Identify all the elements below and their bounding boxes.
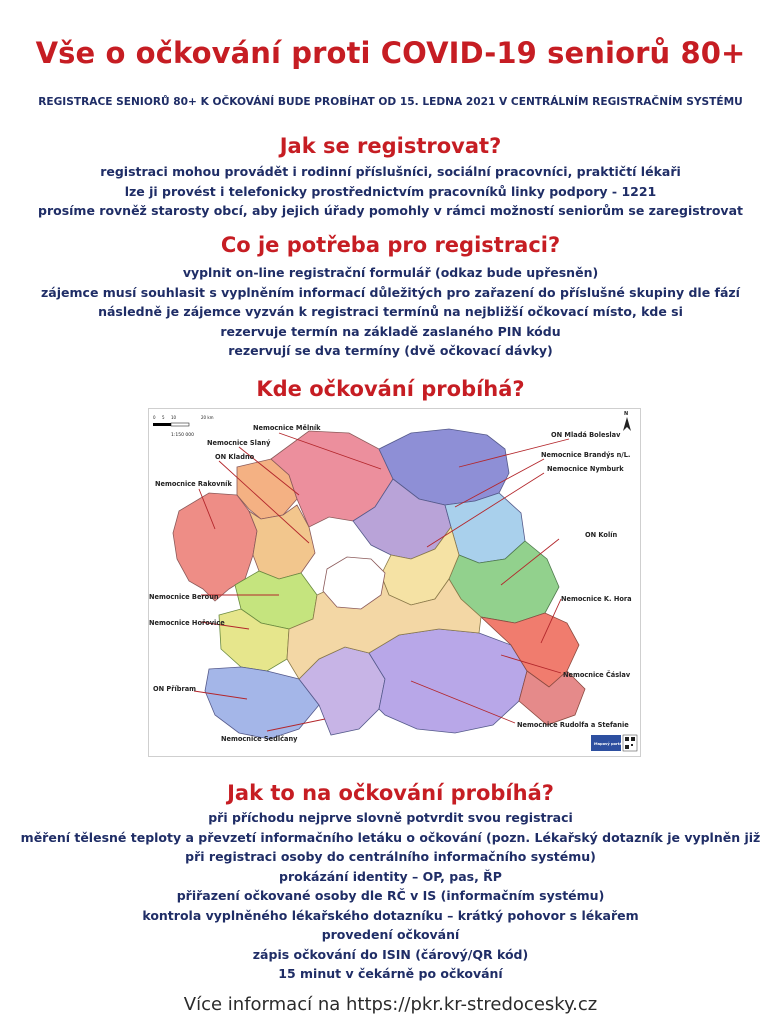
map-label-slany: Nemocnice Slaný [207,439,271,447]
text-line: následně je zájemce vyzván k registraci termínů na nejbližší očkovací místo, kde si rezervuje termín na základě zaslaného PIN kódu [98,304,683,339]
process-lines [20,808,761,984]
text-line: přiřazení očkované osoby dle RČ v IS (informačním systému) [176,888,605,903]
text-line: zápis očkování do ISIN (čárový/QR kód) [252,946,529,962]
text-line: lze ji provést i telefonicky prostřednictvím pracovníků linky podpory - 1221 [124,183,657,199]
footer-more-info: Více informací na https://pkr.kr-stredocesky.cz [183,994,598,1015]
map-portal-badge [591,735,637,751]
text-line: registraci mohou provádět i rodinní příslušníci, sociální pracovníci, praktičtí lékaři [100,164,681,179]
map-portal-label: Mapový portál [594,742,624,746]
map-label-sedlcany: Nemocnice Sedlčany [221,735,298,743]
text-line: 15 minut v čekárně po očkování [278,966,503,981]
map-label-rakovnik: Nemocnice Rakovník [155,480,232,488]
text-line: měření tělesné teploty a převzetí informačního letáku o očkování (pozn. Lékařský dotazník je vyplněn již při registraci osoby do centrálního informačního systému) [20,829,761,864]
region-map-svg [149,409,640,756]
map-label-pribram: ON Příbram [153,685,197,693]
page-title: Vše o očkování proti COVID-19 seniorů 80+ [35,36,746,70]
scale-ratio: 1:150 000 [171,433,194,438]
heading-requirements: Co je potřeba pro registraci? [220,233,561,257]
map-label-kolin: ON Kolín [585,531,618,539]
scale-tick-20: 20 km [201,415,214,420]
heading-how-to-register: Jak se registrovat? [279,134,502,158]
map-label-rudolfa-stefanie: Nemocnice Rudolfa a Stefanie [517,721,629,729]
map-label-brandys: Nemocnice Brandýs n/L. [541,451,631,459]
text-line: při příchodu nejprve slovně potvrdit svou registraci [208,810,573,825]
registration-date-notice: REGISTRACE SENIORŮ 80+ K OČKOVÁNÍ BUDE PROBÍHAT OD 15. LEDNA 2021 V CENTRÁLNÍM REGISTRAČNÍM SYSTÉMU [38,96,743,108]
text-line: prokázání identity – OP, pas, ŘP [279,868,502,884]
scale-bar [153,415,214,438]
vaccination-sites-map [148,408,641,757]
text-line: vyplnit on-line registrační formulář (odkaz bude upřesněn) [182,265,599,280]
scale-tick-10: 10 [171,415,177,420]
register-lines [20,162,761,221]
north-arrow-icon [623,411,631,431]
map-label-kladno: ON Kladno [215,453,255,461]
north-label: N [624,411,629,417]
heading-where: Kde očkování probíhá? [256,377,525,401]
map-label-caslav: Nemocnice Čáslav [563,671,631,679]
map-label-horovice: Nemocnice Hořovice [149,619,225,627]
heading-process: Jak to na očkování probíhá? [227,781,554,805]
text-line: rezervují se dva termíny (dvě očkovací dávky) [228,343,553,358]
region-benesov [369,629,527,733]
requirement-lines [20,263,761,361]
map-label-mlada-boleslav: ON Mladá Boleslav [551,431,621,439]
text-line: kontrola vyplněného lékařského dotazníku – krátký pohovor s lékařem [142,907,639,923]
text-line: provedení očkování [321,927,460,942]
scale-tick-0: 0 [153,415,156,420]
map-label-nymburk: Nemocnice Nymburk [547,465,624,473]
text-line: zájemce musí souhlasit s vyplněním informací důležitých pro zařazení do příslušné skupiny dle fází [41,284,740,300]
map-label-melnik: Nemocnice Mělník [253,424,321,432]
scale-tick-5: 5 [162,415,165,420]
text-line: prosíme rovněž starosty obcí, aby jejich úřady pomohly v rámci možností seniorům se zaregistrovat [38,203,743,218]
map-label-kutna-hora: Nemocnice K. Hora [561,595,632,603]
map-label-beroun: Nemocnice Beroun [149,593,219,601]
